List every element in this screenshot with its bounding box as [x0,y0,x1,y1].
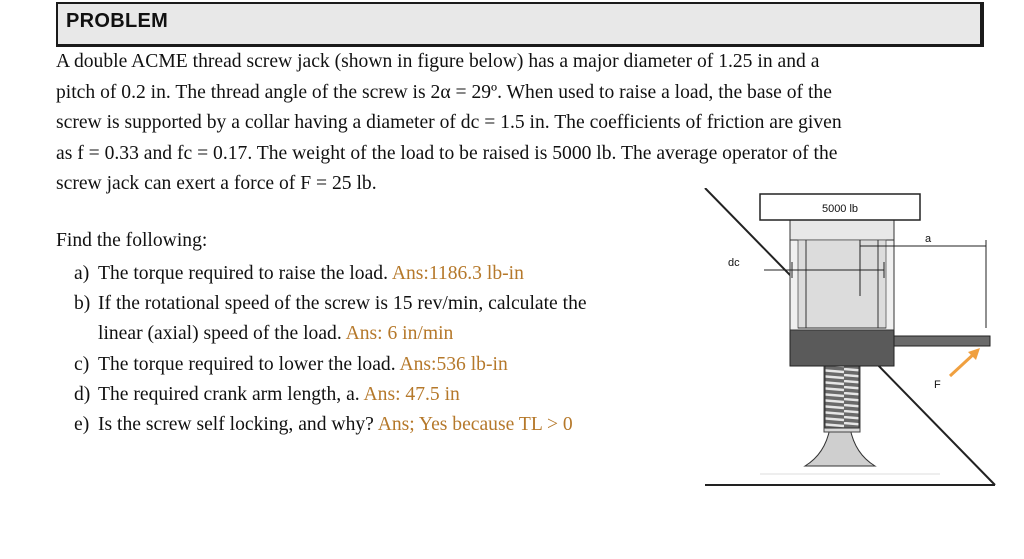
question-text: The required crank arm length, a. [98,383,360,405]
question-letter: e) [74,414,90,436]
question-item [74,350,704,380]
problem-header [56,2,984,47]
problem-line: screw is supported by a collar having a diameter of dc = 1.5 in. The coefficients of friction are given [56,112,842,133]
page-title: PROBLEM [66,10,169,32]
problem-line: screw jack can exert a force of F = 25 lb. [56,173,377,194]
load-label: 5000 lb [821,203,859,215]
screw-jack-figure [700,188,1000,498]
nut-housing [790,328,894,366]
question-letter: c) [74,353,90,375]
collar-cap [790,220,894,240]
question-text: The torque required to raise the load. [98,263,388,284]
question-answer: Ans: 6 in/min [345,323,454,345]
question-list [74,259,704,440]
problem-statement [56,47,971,200]
jack-base [805,428,875,466]
question-letter: a) [74,263,90,284]
collar-diameter-label: dc [728,257,740,269]
question-item [74,410,704,440]
find-heading: Find the following: [56,230,208,251]
question-item [74,380,704,410]
question-item [74,259,704,289]
question-text-continued: linear (axial) speed of the load. [98,323,342,345]
arm-length-label: a [925,233,932,245]
question-answer: Ans:1186.3 lb-in [391,263,524,284]
force-label: F [934,379,941,391]
problem-line: as f = 0.33 and fc = 0.17. The weight of the load to be raised is 5000 lb. The average operator of the [56,142,838,164]
problem-line: A double ACME thread screw jack (shown in figure below) has a major diameter of 1.25 in and a [56,51,820,72]
question-answer: Ans: 47.5 in [363,383,460,405]
question-text: The torque required to lower the load. [98,353,396,375]
question-item [74,289,704,349]
crank-arm [894,336,990,346]
question-letter: d) [74,383,91,405]
question-text: Is the screw self locking, and why? [98,414,374,436]
question-answer: Ans:536 lb-in [399,353,508,375]
question-letter: b) [74,293,91,315]
problem-line: pitch of 0.2 in. The thread angle of the screw is 2α = 29º. When used to raise a load, the base of the [56,81,832,103]
question-text: If the rotational speed of the screw is 15 rev/min, calculate the [98,293,587,315]
question-answer: Ans; Yes because TL > 0 [377,414,573,436]
